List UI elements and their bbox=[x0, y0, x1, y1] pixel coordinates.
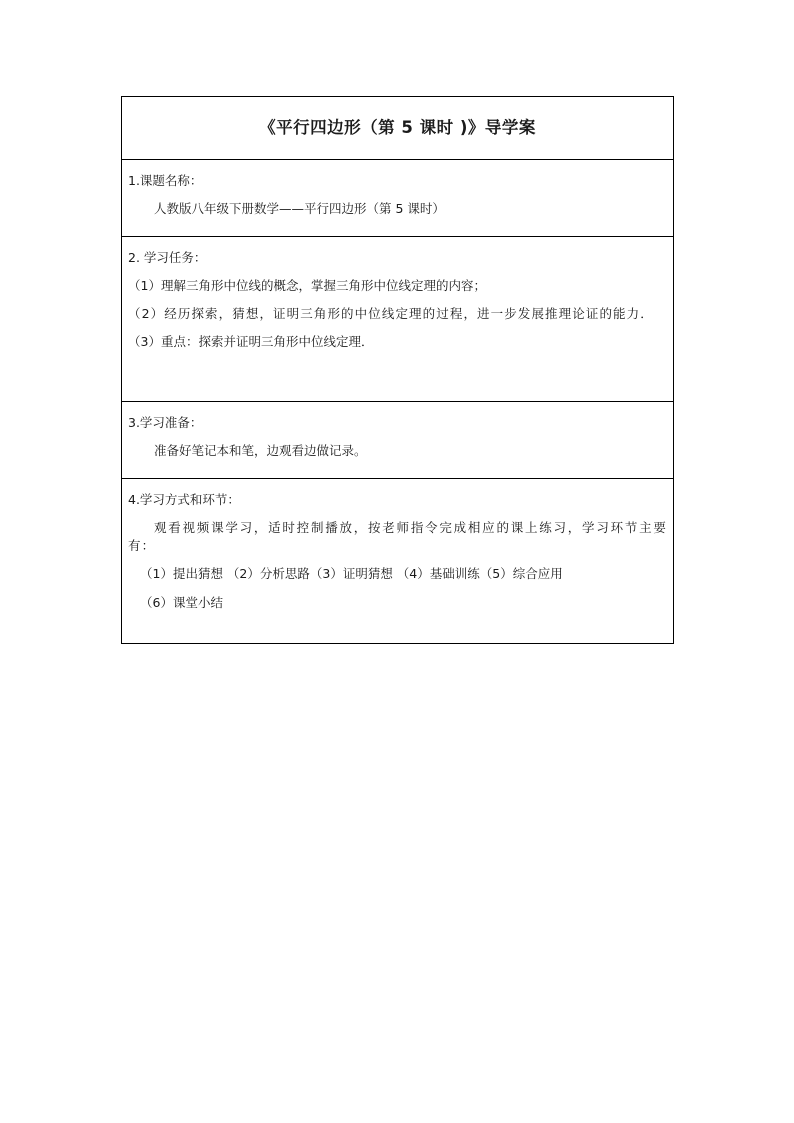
learning-steps-line-2: （6）课堂小结 bbox=[140, 594, 223, 610]
section-learning-method-cell bbox=[122, 479, 674, 644]
section-course-name-content: 人教版八年级下册数学——平行四边形（第 5 课时） bbox=[154, 201, 445, 217]
title-row bbox=[122, 97, 674, 160]
section-learning-tasks-heading: 2. 学习任务： bbox=[128, 250, 207, 265]
learning-steps-line-1: （1）提出猜想 （2）分析思路（3）证明猜想 （4）基础训练（5）综合应用 bbox=[140, 566, 563, 582]
section-learning-method-heading: 4.学习方式和环节： bbox=[128, 492, 240, 507]
section-learning-tasks-cell bbox=[122, 237, 674, 402]
task-item: （2）经历探索，猜想，证明三角形的中位线定理的过程，进一步发展推理论证的能力． bbox=[128, 306, 654, 322]
section-preparation-content: 准备好笔记本和笔，边观看边做记录。 bbox=[154, 443, 367, 459]
section-preparation bbox=[122, 402, 674, 479]
section-learning-tasks bbox=[122, 237, 674, 402]
section-course-name-cell bbox=[122, 160, 674, 237]
task-item: （1）理解三角形中位线的概念，掌握三角形中位线定理的内容； bbox=[128, 278, 486, 294]
section-course-name bbox=[122, 160, 674, 237]
document-title: 《平行四边形（第 5 课时 )》导学案 bbox=[122, 97, 674, 160]
section-course-name-heading: 1.课题名称： bbox=[128, 173, 203, 188]
section-learning-method bbox=[122, 479, 674, 644]
task-item: （3）重点：探索并证明三角形中位线定理． bbox=[128, 334, 374, 350]
section-preparation-heading: 3.学习准备： bbox=[128, 415, 203, 430]
section-learning-method-content: 观看视频课学习，适时控制播放，按老师指令完成相应的课上练习，学习环节主要有： bbox=[128, 520, 667, 554]
section-preparation-cell bbox=[122, 402, 674, 479]
study-guide-table bbox=[121, 96, 674, 644]
